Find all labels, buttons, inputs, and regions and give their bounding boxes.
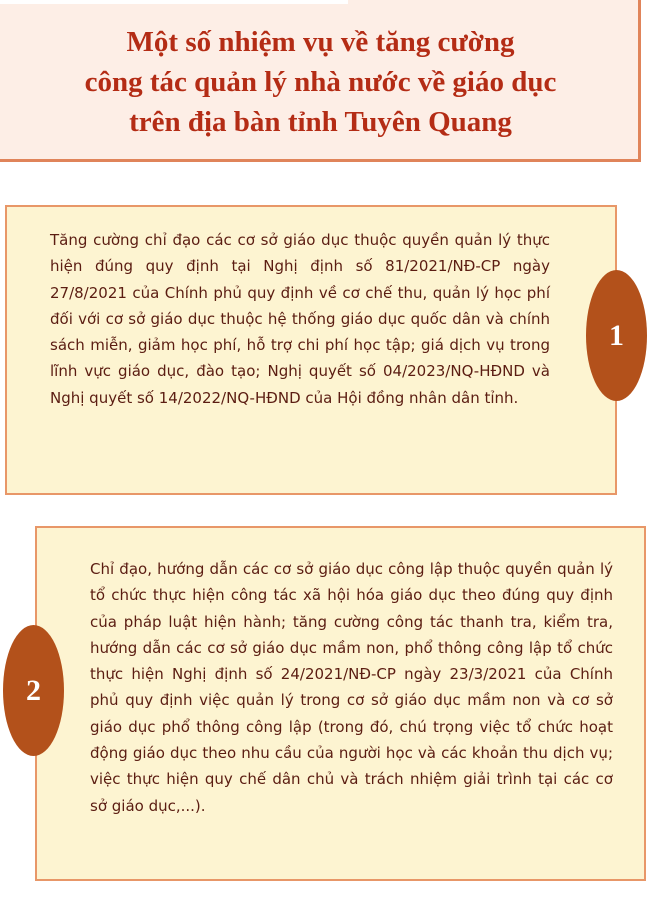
task-1-number-badge bbox=[586, 270, 647, 401]
title-banner bbox=[0, 0, 641, 162]
task-1-number: 1 bbox=[609, 318, 624, 352]
task-card-1 bbox=[5, 205, 617, 495]
task-card-2 bbox=[35, 526, 646, 881]
task-2-number: 2 bbox=[26, 673, 41, 707]
title-line-3: trên địa bàn tỉnh Tuyên Quang bbox=[129, 106, 512, 138]
title-line-2: công tác quản lý nhà nước về giáo dục bbox=[84, 66, 557, 98]
task-2-number-badge bbox=[3, 625, 64, 756]
title-line-1: Một số nhiệm vụ về tăng cường bbox=[126, 26, 515, 58]
page-title bbox=[0, 22, 641, 142]
task-1-text: Tăng cường chỉ đạo các cơ sở giáo dục thuộc quyền quản lý thực hiện đúng quy định tại Nghị định số 81/2021/NĐ-CP ngày 27/8/2021 của Chính phủ quy định về cơ chế thu, quản lý học phí đối với cơ sở giáo dục thuộc hệ thống giáo dục quốc dân và chính sách miễn, giảm học phí, hỗ trợ chi phí học tập; giá dịch vụ trong lĩnh vực giáo dục, đào tạo; Nghị quyết số 04/2023/NQ-HĐND và Nghị quyết số 14/2022/NQ-HĐND của Hội đồng nhân dân tỉnh. bbox=[50, 231, 550, 407]
task-2-text: Chỉ đạo, hướng dẫn các cơ sở giáo dục công lập thuộc quyền quản lý tổ chức thực hiện công tác xã hội hóa giáo dục theo đúng quy định của pháp luật hiện hành; tăng cường công tác thanh tra, kiểm tra, hướng dẫn các cơ sở giáo dục mầm non, phổ thông công lập tổ chức thực hiện Nghị định số 24/2021/NĐ-CP ngày 23/3/2021 của Chính phủ quy định việc quản lý trong cơ sở giáo dục mầm non và cơ sở giáo dục phổ thông công lập (trong đó, chú trọng việc tổ chức hoạt động giáo dục theo nhu cầu của người học và các khoản thu dịch vụ; việc thực hiện quy chế dân chủ và trách nhiệm giải trình tại các cơ sở giáo dục,...). bbox=[90, 560, 613, 815]
